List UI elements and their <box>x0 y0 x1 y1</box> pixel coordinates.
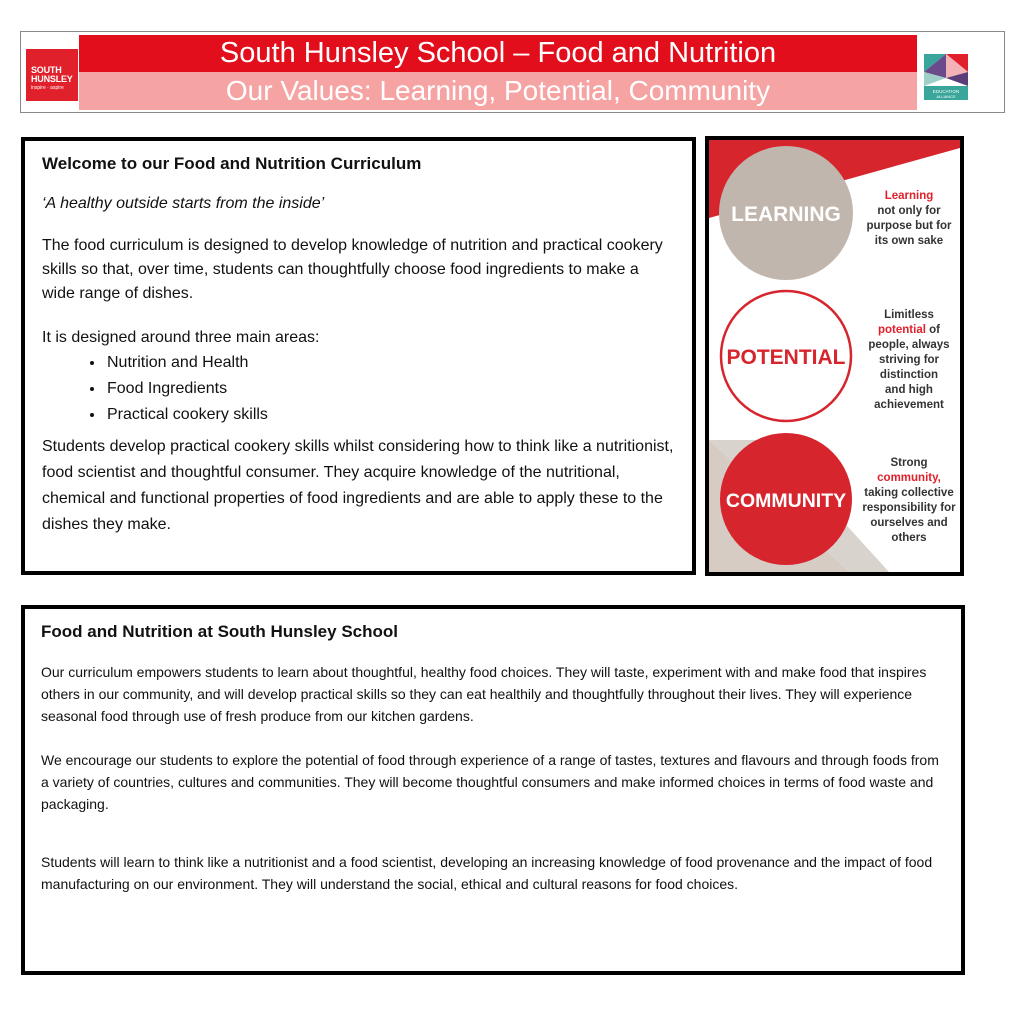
page-subtitle: Our Values: Learning, Potential, Community <box>79 72 917 110</box>
potential-line-1: Limitless <box>884 309 934 321</box>
logo-line-1: SOUTH <box>31 65 62 75</box>
potential-desc-line: achievement <box>874 399 944 411</box>
community-highlight: community, <box>877 472 941 484</box>
list-item: • Practical cookery skills <box>105 402 676 428</box>
potential-desc-line: people, always <box>868 339 950 351</box>
curriculum-quote: ‘A healthy outside starts from the inside’ <box>42 195 325 212</box>
logo-tagline: inspire · aspire <box>31 85 64 91</box>
potential-description <box>855 308 963 413</box>
south-hunsley-logo <box>26 49 78 101</box>
learning-desc-line: purpose but for <box>866 220 952 232</box>
education-alliance-logo <box>922 52 970 102</box>
values-panel <box>705 136 964 576</box>
potential-desc-line: striving for <box>878 354 940 366</box>
curriculum-section <box>21 137 696 575</box>
curriculum-areas-list <box>42 350 676 428</box>
potential-line-2-rest: of <box>925 324 940 336</box>
school-paragraph-3: Students will learn to think like a nutritionist and a food scientist, developing an increasing knowledge of food provenance and the impact of food manufacturing on our environment. They will understand the social, ethical and cultural reasons for food choices. <box>41 854 933 892</box>
list-item: • Food Ingredients <box>105 376 676 402</box>
learning-description <box>855 189 963 249</box>
list-item: • Nutrition and Health <box>105 350 676 376</box>
potential-desc-line: distinction <box>879 369 939 381</box>
community-label: COMMUNITY <box>725 490 847 512</box>
curriculum-closing: Students develop practical cookery skills whilst considering how to think like a nutritionist, food scientist and thoughtful consumer. They acquire knowledge of the nutritional, chemical and functional properties of food ingredients and are able to apply these to the dishes they make. <box>42 438 674 533</box>
school-section-heading: Food and Nutrition at South Hunsley School <box>41 622 398 641</box>
community-desc-line: others <box>891 532 927 544</box>
learning-label: LEARNING <box>731 203 841 226</box>
learning-desc-line: its own sake <box>874 235 944 247</box>
school-section <box>21 605 965 975</box>
school-paragraph-2: We encourage our students to explore the potential of food through experience of a range of tastes, textures and flavours and through foods from a variety of countries, cultures and communities. They will become thoughtful consumers and make informed choices in terms of food waste and packaging. <box>41 752 939 812</box>
page-header <box>20 31 1005 113</box>
potential-desc-line: and high <box>885 384 933 396</box>
logo-line-2: HUNSLEY <box>31 74 73 84</box>
school-paragraph-1: Our curriculum empowers students to learn about thoughtful, healthy food choices. They will taste, experiment with and make food that inspires others in our community, and will develop practical skills so they can eat healthily and thoughtfully throughout their lives. They will experience seasonal food through use of fresh produce from our kitchen gardens. <box>41 664 927 724</box>
learning-highlight: Learning <box>884 190 934 202</box>
community-line-1: Strong <box>890 457 928 469</box>
page-title: South Hunsley School – Food and Nutrition <box>79 35 917 72</box>
logo-right-line-1: EDUCATION <box>932 89 960 94</box>
logo-right-line-2: ALLIANCE <box>936 94 956 99</box>
community-desc-line: taking collective <box>864 487 954 499</box>
potential-highlight: potential <box>878 324 926 336</box>
community-desc-line: ourselves and <box>870 517 948 529</box>
learning-desc-line: not only for <box>877 205 941 217</box>
potential-label: POTENTIAL <box>726 346 846 369</box>
curriculum-areas-intro: It is designed around three main areas: <box>42 329 320 346</box>
curriculum-heading: Welcome to our Food and Nutrition Curriculum <box>42 154 422 173</box>
community-desc-line: responsibility for <box>862 502 956 514</box>
community-description <box>855 456 963 546</box>
curriculum-intro: The food curriculum is designed to develop knowledge of nutrition and practical cookery skills so that, over time, students can thoughtfully choose food ingredients to make a wide range of dishes. <box>42 237 663 302</box>
